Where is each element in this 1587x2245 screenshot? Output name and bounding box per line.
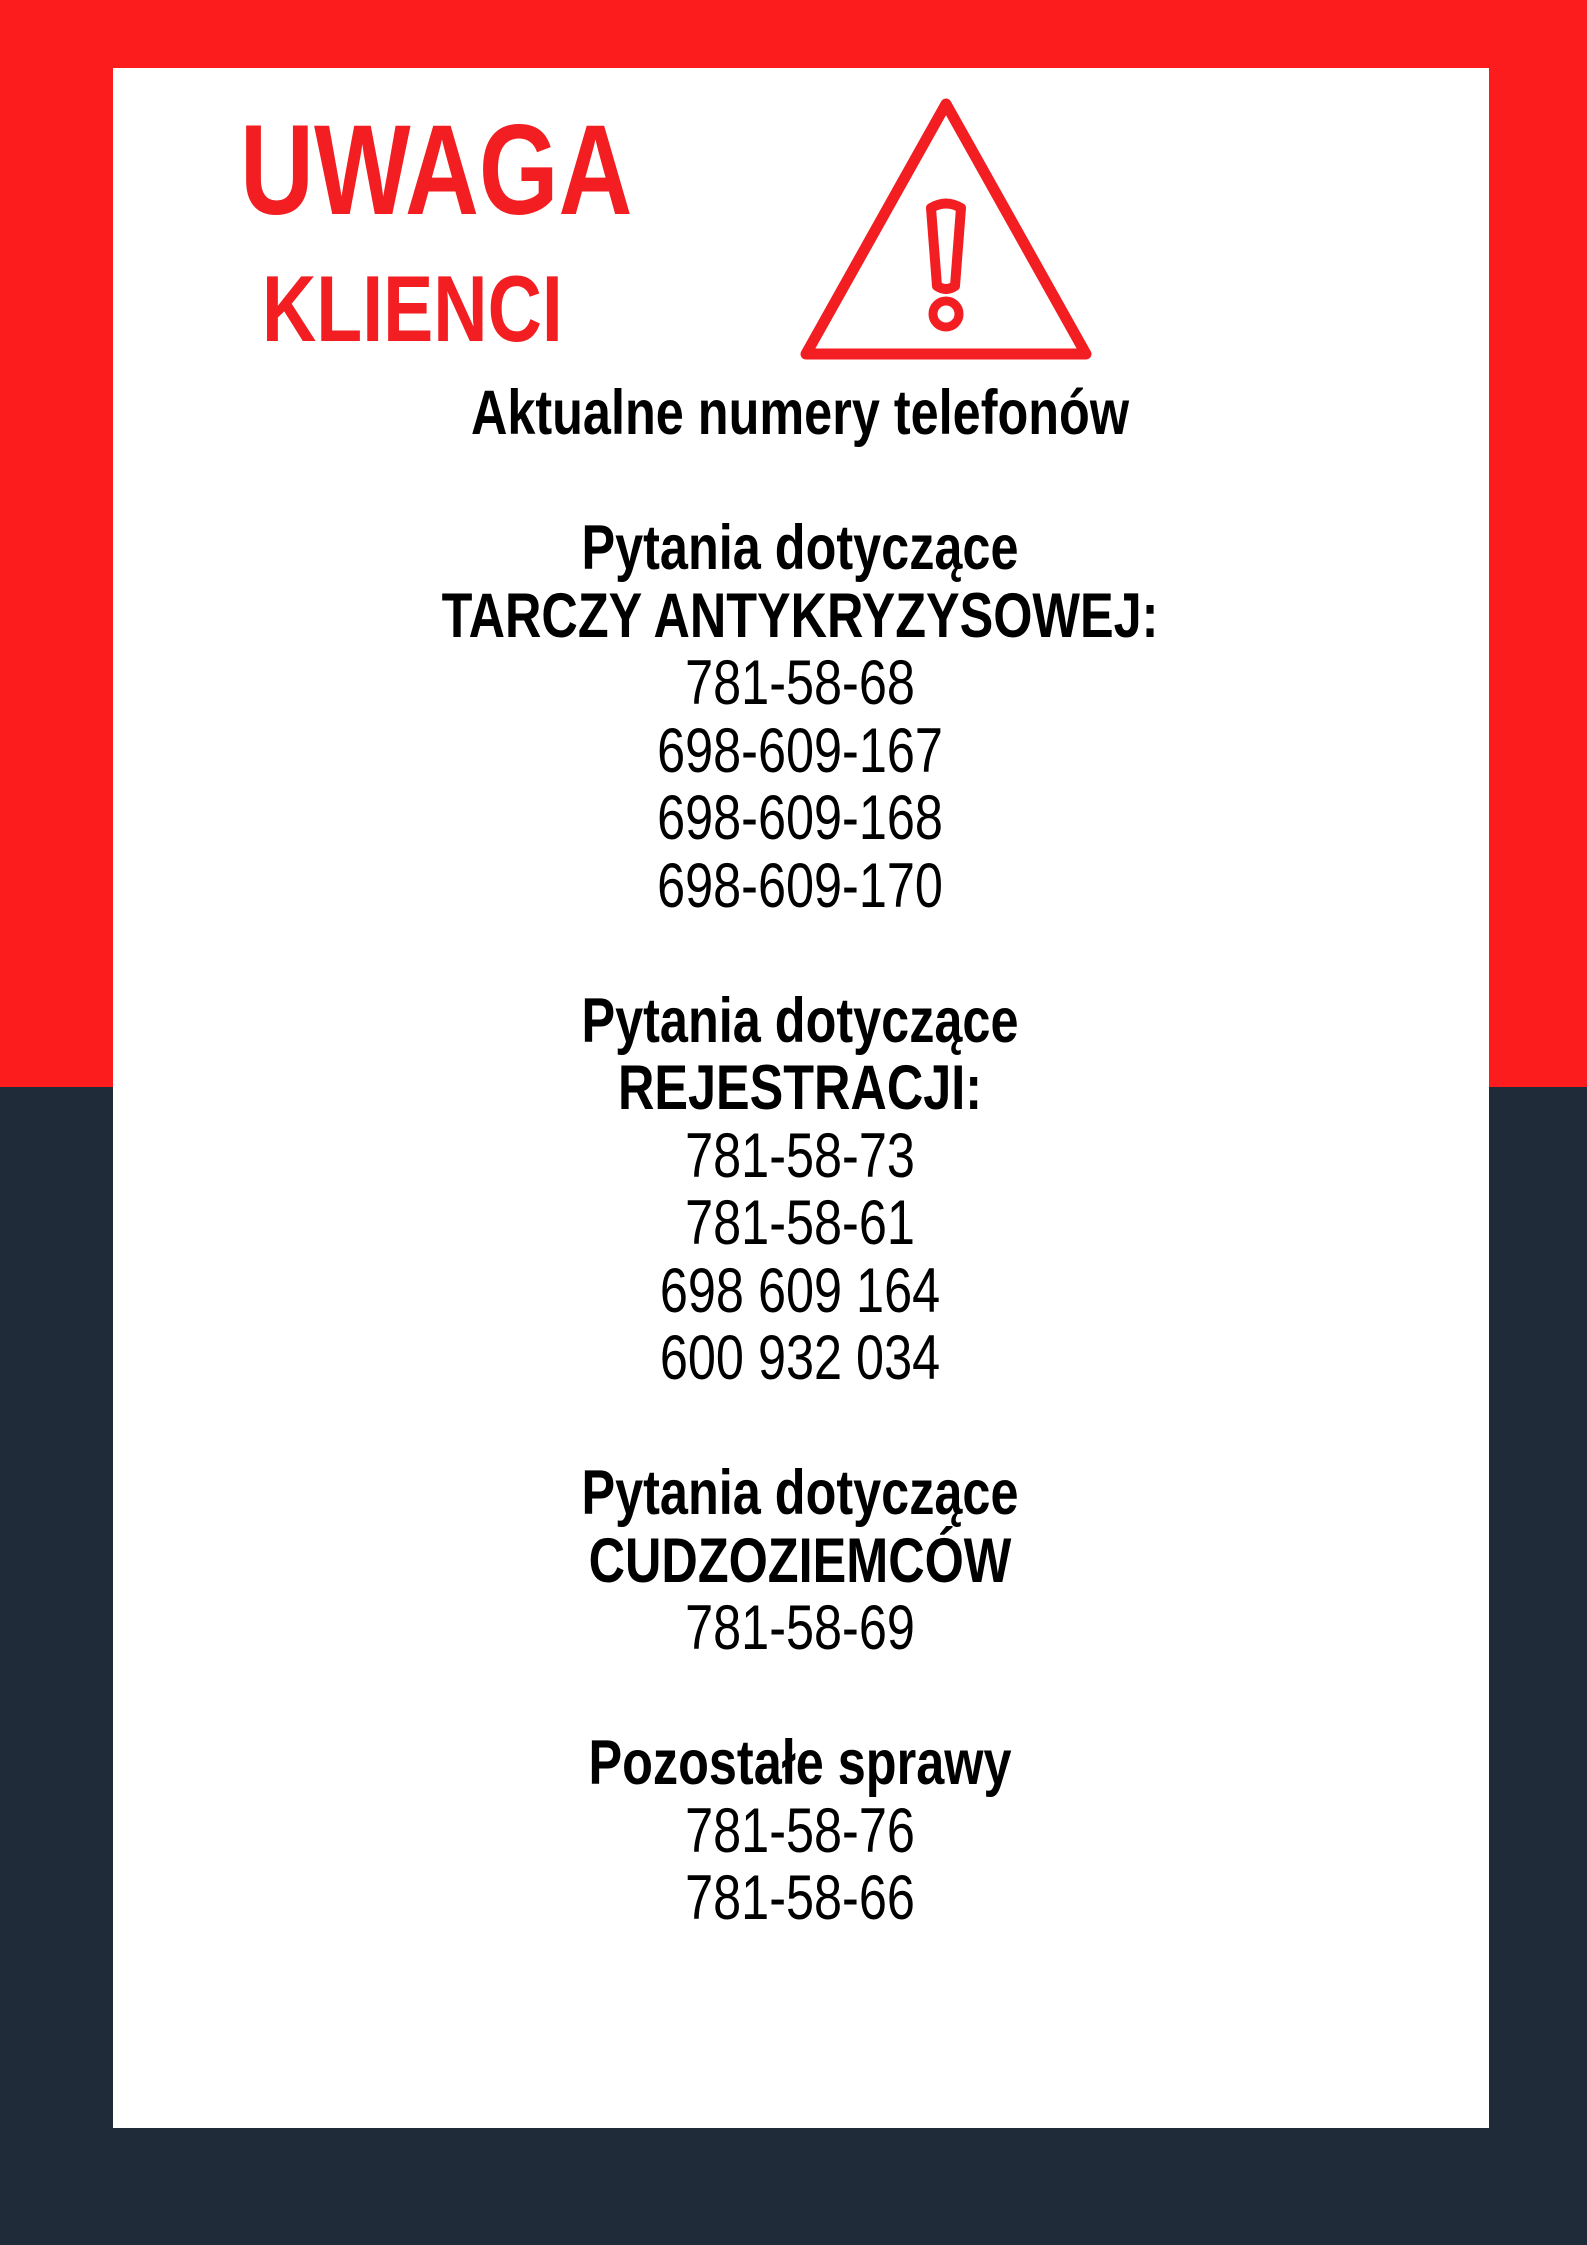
section-label: Pytania dotyczące	[581, 985, 1019, 1056]
phone-list	[300, 380, 1300, 1933]
section-rejestracja	[300, 985, 1300, 1393]
section-topic: CUDZOZIEMCÓW	[588, 1525, 1012, 1596]
phone-number: 781-58-73	[685, 1120, 915, 1191]
section-topic: REJESTRACJI:	[617, 1053, 983, 1123]
phone-number: 600 932 034	[659, 1323, 941, 1393]
phone-number: 781-58-76	[685, 1795, 915, 1866]
intro-heading: Aktualne numery telefonów	[470, 378, 1130, 448]
section-label: Pozostałe sprawy	[588, 1728, 1012, 1798]
section-topic: TARCZY ANTYKRYZYSOWEJ:	[441, 580, 1159, 651]
headline-subtitle: KLIENCI	[262, 256, 563, 361]
section-tarcza	[300, 515, 1300, 920]
phone-number: 698 609 164	[659, 1255, 941, 1326]
section-pozostale	[300, 1730, 1300, 1933]
warning-triangle-icon	[800, 96, 1092, 362]
section-label: Pytania dotyczące	[581, 1458, 1019, 1528]
headline-title: UWAGA	[240, 99, 633, 242]
phone-number: 698-609-168	[657, 783, 943, 853]
section-label: Pytania dotyczące	[581, 513, 1019, 583]
phone-number: 781-58-68	[685, 648, 915, 718]
phone-number: 698-609-167	[657, 715, 943, 786]
phone-number: 781-58-69	[685, 1593, 915, 1663]
section-cudzoziemcy	[300, 1460, 1300, 1663]
phone-number: 781-58-66	[685, 1863, 915, 1933]
phone-number: 781-58-61	[685, 1188, 915, 1258]
phone-number: 698-609-170	[657, 850, 943, 921]
